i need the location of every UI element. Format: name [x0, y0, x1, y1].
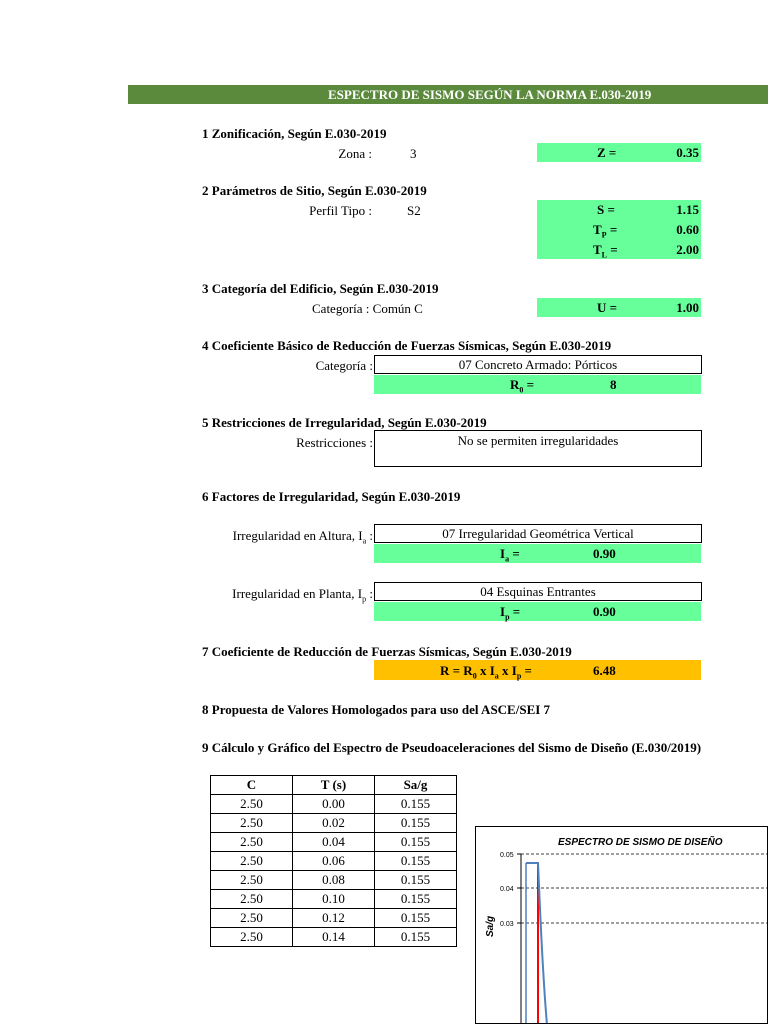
tp-param-value: 0.60 [676, 222, 699, 237]
cell-sag: 0.155 [375, 890, 457, 909]
ia-param-name: $I_a$ = [500, 546, 520, 564]
section-4-title: 4 Coeficiente Básico de Reducción de Fuerzas Sísmicas, Según E.030-2019 [202, 338, 612, 353]
z-param-name: Z = [597, 145, 617, 160]
r-formula-cell [374, 660, 701, 680]
cell-c: 2.50 [211, 928, 293, 947]
col-header-t: T (s) [293, 776, 375, 795]
cell-c: 2.50 [211, 890, 293, 909]
z-param-cell [537, 143, 701, 162]
cell-c: 2.50 [211, 871, 293, 890]
spectrum-table [210, 775, 457, 947]
section-2-title: 2 Parámetros de Sitio, Según E.030-2019 [202, 183, 427, 198]
cell-sag: 0.155 [375, 909, 457, 928]
table-row [211, 795, 457, 814]
table-row [211, 890, 457, 909]
cell-sag: 0.155 [375, 928, 457, 947]
r0-category-label: Categoría : [315, 358, 373, 373]
section-6-title: 6 Factores de Irregularidad, Según E.030-2019 [202, 489, 461, 504]
page-banner [128, 85, 768, 104]
ia-param-cell [374, 544, 701, 563]
table-row [211, 852, 457, 871]
tp-param-name: $T_P$ = [593, 222, 618, 240]
section-3-title: 3 Categoría del Edificio, Según E.030-2019 [202, 281, 439, 296]
u-param-name: U = [597, 300, 618, 315]
perfil-label: Perfil Tipo : [309, 203, 372, 218]
cell-c: 2.50 [211, 909, 293, 928]
table-row [211, 909, 457, 928]
z-param-value: 0.35 [676, 145, 699, 160]
cell-c: 2.50 [211, 833, 293, 852]
spectrum-chart-svg [476, 827, 768, 1024]
height-irregularity-select[interactable]: 07 Irregularidad Geométrica Vertical [374, 524, 702, 543]
table-row [211, 814, 457, 833]
col-header-c: C [211, 776, 293, 795]
cell-t: 0.14 [293, 928, 375, 947]
tl-param-value: 2.00 [676, 242, 699, 257]
y-tick-label-0: 0.05 [500, 852, 514, 859]
r0-param-cell [374, 375, 701, 394]
table-row [211, 871, 457, 890]
restrictions-label: Restricciones : [296, 435, 373, 450]
y-tick-label-1: 0.04 [500, 886, 514, 893]
cell-sag: 0.155 [375, 833, 457, 852]
cell-c: 2.50 [211, 795, 293, 814]
cell-sag: 0.155 [375, 814, 457, 833]
cell-c: 2.50 [211, 852, 293, 871]
section-7-title: 7 Coeficiente de Reducción de Fuerzas Sísmicas, Según E.030-2019 [202, 644, 572, 659]
banner-title: ESPECTRO DE SISMO SEGÚN LA NORMA E.030-2019 [328, 87, 652, 102]
s-param-name: S = [597, 202, 615, 217]
r-formula: $R = R_0$ x $I_a$ x $I_p$ = [440, 663, 532, 681]
section-8-title: 8 Propuesta de Valores Homologados para uso del ASCE/SEI 7 [202, 702, 551, 717]
spectrum-curve [526, 863, 547, 1024]
height-irregularity-label: Irregularidad en Altura, $I_a$ : [232, 528, 373, 546]
spectrum-chart[interactable] [475, 826, 768, 1024]
cell-t: 0.12 [293, 909, 375, 928]
col-header-sag: Sa/g [375, 776, 457, 795]
r0-category-select[interactable]: 07 Concreto Armado: Pórticos [374, 355, 702, 374]
site-params-cell [537, 200, 701, 259]
cell-sag: 0.155 [375, 871, 457, 890]
section-1-title: 1 Zonificación, Según E.030-2019 [202, 126, 387, 141]
categoria-label[interactable]: Categoría : Común C [312, 301, 423, 316]
u-param-value: 1.00 [676, 300, 699, 315]
restrictions-box: No se permiten irregularidades [374, 430, 702, 467]
tl-param-name: $T_L$ = [593, 242, 618, 260]
cell-t: 0.00 [293, 795, 375, 814]
cell-sag: 0.155 [375, 795, 457, 814]
ip-param-cell [374, 602, 701, 621]
plan-irregularity-label: Irregularidad en Planta, $I_p$ : [232, 586, 373, 604]
cell-t: 0.10 [293, 890, 375, 909]
table-row [211, 833, 457, 852]
perfil-value[interactable]: S2 [407, 203, 421, 218]
table-row [211, 928, 457, 947]
cell-t: 0.08 [293, 871, 375, 890]
y-axis-label: Sa/g [485, 915, 496, 937]
ip-param-name: $I_p$ = [500, 604, 521, 622]
cell-t: 0.04 [293, 833, 375, 852]
s-param-value: 1.15 [676, 202, 699, 217]
ia-param-value: 0.90 [593, 546, 616, 561]
section-5-title: 5 Restricciones de Irregularidad, Según E.030-2019 [202, 415, 487, 430]
r0-param-value: 8 [610, 377, 617, 392]
chart-title: ESPECTRO DE SISMO DE DISEÑO [558, 837, 723, 848]
cell-c: 2.50 [211, 814, 293, 833]
ip-param-value: 0.90 [593, 604, 616, 619]
y-tick-label-2: 0.03 [500, 921, 514, 928]
cell-t: 0.06 [293, 852, 375, 871]
cell-t: 0.02 [293, 814, 375, 833]
plan-irregularity-select[interactable]: 04 Esquinas Entrantes [374, 582, 702, 601]
u-param-cell [537, 298, 701, 317]
r-value: 6.48 [593, 663, 616, 678]
cell-sag: 0.155 [375, 852, 457, 871]
zona-value[interactable]: 3 [410, 146, 417, 161]
r0-param-name: $R_0$ = [510, 377, 535, 395]
zona-label: Zona : [338, 146, 372, 161]
section-9-title: 9 Cálculo y Gráfico del Espectro de Pseudoaceleraciones del Sismo de Diseño (E.030/2019) [202, 740, 702, 755]
